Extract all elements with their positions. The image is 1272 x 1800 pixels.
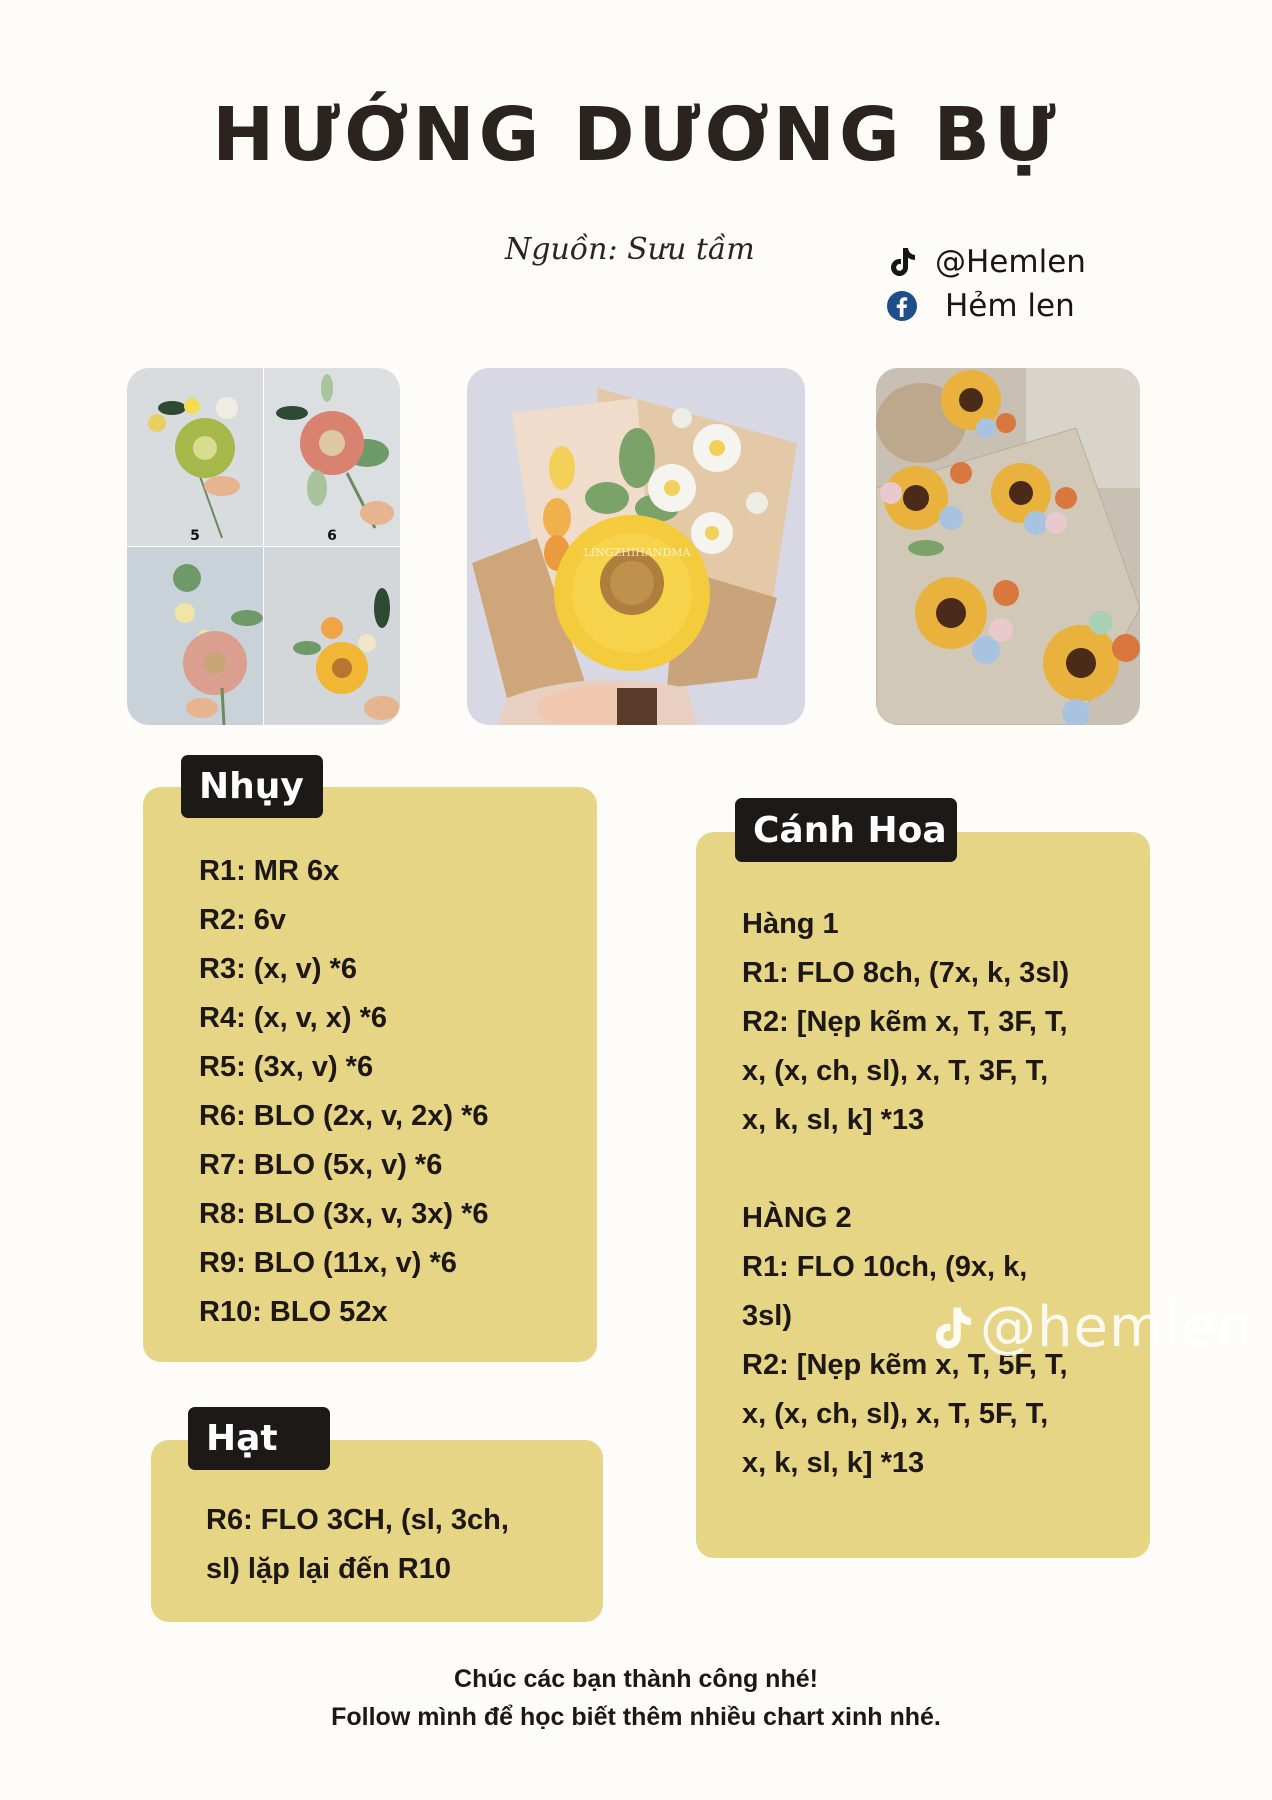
pattern-row: R9: BLO (11x, v) *6: [199, 1247, 457, 1279]
pattern-row: R1: FLO 8ch, (7x, k, 3sl): [742, 957, 1070, 989]
section-canh-hoa-title: Cánh Hoa: [735, 798, 957, 862]
section-nhuy-rows: [199, 847, 489, 1337]
tiktok-watermark: [930, 1295, 1253, 1360]
pattern-row: sl) lặp lại đến R10: [206, 1553, 451, 1585]
pattern-row: x, k, sl, k] *13: [742, 1447, 925, 1479]
pattern-row: R10: BLO 52x: [199, 1296, 388, 1328]
pattern-row: R6: BLO (2x, v, 2x) *6: [199, 1100, 489, 1132]
tiktok-handle: @Hemlen: [935, 244, 1086, 280]
section-hat-title: Hạt: [188, 1407, 330, 1470]
social-links: [885, 240, 1086, 328]
pattern-row: R7: BLO (5x, v) *6: [199, 1149, 443, 1181]
pattern-row: R4: (x, v, x) *6: [199, 1002, 388, 1034]
photo-collage: [127, 368, 400, 725]
pattern-row: R2: 6v: [199, 904, 287, 936]
svg-text:5: 5: [190, 528, 200, 544]
footer-follow-message: Follow mình để học biết thêm nhiều chart xinh nhé.: [331, 1703, 941, 1731]
pattern-row: R1: FLO 10ch, (9x, k,: [742, 1251, 1028, 1283]
facebook-icon: [885, 289, 919, 323]
facebook-page-name: Hẻm len: [945, 288, 1075, 324]
pattern-row: R6: FLO 3CH, (sl, 3ch,: [206, 1504, 509, 1536]
pattern-row: R1: MR 6x: [199, 855, 340, 887]
spacer: [742, 1145, 1069, 1194]
pattern-row: R2: [Nẹp kẽm x, T, 3F, T,: [742, 1006, 1068, 1038]
pattern-row: x, (x, ch, sl), x, T, 3F, T,: [742, 1055, 1049, 1087]
subsection-label-hang-1: Hàng 1: [742, 908, 839, 940]
page-title: HƯỚNG DƯƠNG BỰ: [212, 92, 1060, 178]
source-credit: Nguồn: Sưu tầm: [505, 232, 755, 267]
pattern-row: R2: [Nẹp kẽm x, T, 5F, T,: [742, 1349, 1068, 1381]
pattern-row: R8: BLO (3x, v, 3x) *6: [199, 1198, 489, 1230]
tiktok-icon: [930, 1303, 974, 1353]
photo-garland: [876, 368, 1140, 725]
section-nhuy-title: Nhụy: [181, 755, 323, 818]
tiktok-icon: [885, 245, 919, 279]
watermark-text: @hemlen: [980, 1295, 1253, 1360]
photo-bouquet: [467, 368, 805, 725]
footer-message: Chúc các bạn thành công nhé!: [454, 1665, 818, 1693]
pattern-row: R3: (x, v) *6: [199, 953, 357, 985]
pattern-row: x, (x, ch, sl), x, T, 5F, T,: [742, 1398, 1049, 1430]
section-canh-hoa-rows: [742, 900, 1069, 1488]
svg-text:LINGZHIHANDMA: LINGZHIHANDMA: [583, 546, 691, 559]
svg-text:6: 6: [327, 528, 337, 544]
pattern-row: 3sl): [742, 1300, 792, 1332]
subsection-label-hang-2: HÀNG 2: [742, 1202, 852, 1234]
pattern-row: x, k, sl, k] *13: [742, 1104, 925, 1136]
tiktok-link[interactable]: [885, 240, 1086, 284]
pattern-row: R5: (3x, v) *6: [199, 1051, 374, 1083]
section-hat-rows: [206, 1496, 509, 1594]
facebook-link[interactable]: [885, 284, 1086, 328]
